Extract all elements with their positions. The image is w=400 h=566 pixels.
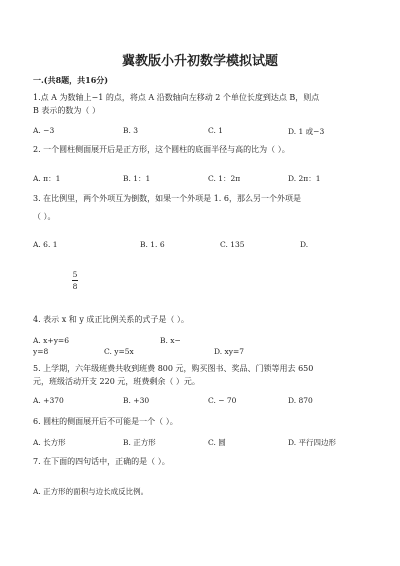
question-4-option-c: C. y=5x [104,347,134,356]
question-2-option-d: D. 2π：1 [288,174,321,183]
question-2-option-c: C. 1：2π [208,174,241,183]
question-6-option-b: B. 正方形 [123,438,156,447]
question-1-option-c: C. 1 [208,126,224,135]
question-6-option-d: D. 平行四边形 [288,438,337,447]
question-6-option-c: C. 圆 [208,438,226,447]
question-1-option-a: A. −3 [33,126,55,135]
question-2-text-line1: 2. 一个圆柱侧面展开后是正方形，这个圆柱的底面半径与高的比为（ ）。 [33,145,290,154]
question-5-option-b: B. +30 [123,396,150,405]
question-6-text-line1: 6. 圆柱的侧面展开后不可能是一个（ ）。 [33,417,178,426]
question-1-option-d: D. 1 或−3 [288,127,325,136]
question-3-option-b: B. 1. 6 [140,240,165,249]
question-5-text-line1: 5. 上学期，六年级班费共收到班费 800 元，购买图书、奖品、门锁等用去 650 [33,364,314,373]
question-3-text-line2: （ ）。 [33,212,56,221]
question-5-option-c: C. − 70 [208,396,237,405]
question-6-option-a: A. 长方形 [33,438,66,447]
question-1-option-b: B. 3 [123,126,139,135]
question-5-text-line2: 元，班级活动开支 220 元，班费剩余（ ）元。 [33,377,200,386]
fraction-numerator: 5 [72,270,78,279]
question-7-option-a: A. 正方形的面积与边长成反比例。 [33,487,149,496]
question-1-text-line1: 1.点 A 为数轴上−1 的点，将点 A 沿数轴向左移动 2 个单位长度到达点 B，则点 [33,93,320,102]
question-1-text-line2: B 表示的数为（ ） [33,106,100,115]
question-5-option-d: D. 870 [288,396,313,405]
question-4-text-line1: 4. 表示 x 和 y 成正比例关系的式子是（ ）。 [33,315,189,324]
question-3-option-c: C. 135 [220,240,245,249]
section-heading: 一.(共8题，共16分) [33,75,109,85]
question-4-option-b: B. x− [160,336,181,345]
fraction-denominator: 8 [72,282,78,291]
question-2-option-a: A. π：1 [33,174,61,183]
question-3-text-line1: 3. 在比例里，两个外项互为倒数，如果一个外项是 1. 6，那么另一个外项是 [33,194,301,203]
question-4-option-a: A. x+y=6 [33,336,69,345]
question-4-option-b-cont: y=8 [33,347,49,356]
question-3-option-a: A. 6. 1 [33,240,58,249]
question-3-option-d: D. [300,240,309,249]
page-title: 冀教版小升初数学模拟试题 [121,54,278,69]
question-2-option-b: B. 1：1 [123,174,151,183]
fraction-bar [72,280,78,281]
question-5-option-a: A. +370 [33,396,64,405]
question-7-text-line1: 7. 在下面的四句话中，正确的是（ ）。 [33,457,170,466]
question-4-option-d: D. xy=7 [214,347,245,356]
